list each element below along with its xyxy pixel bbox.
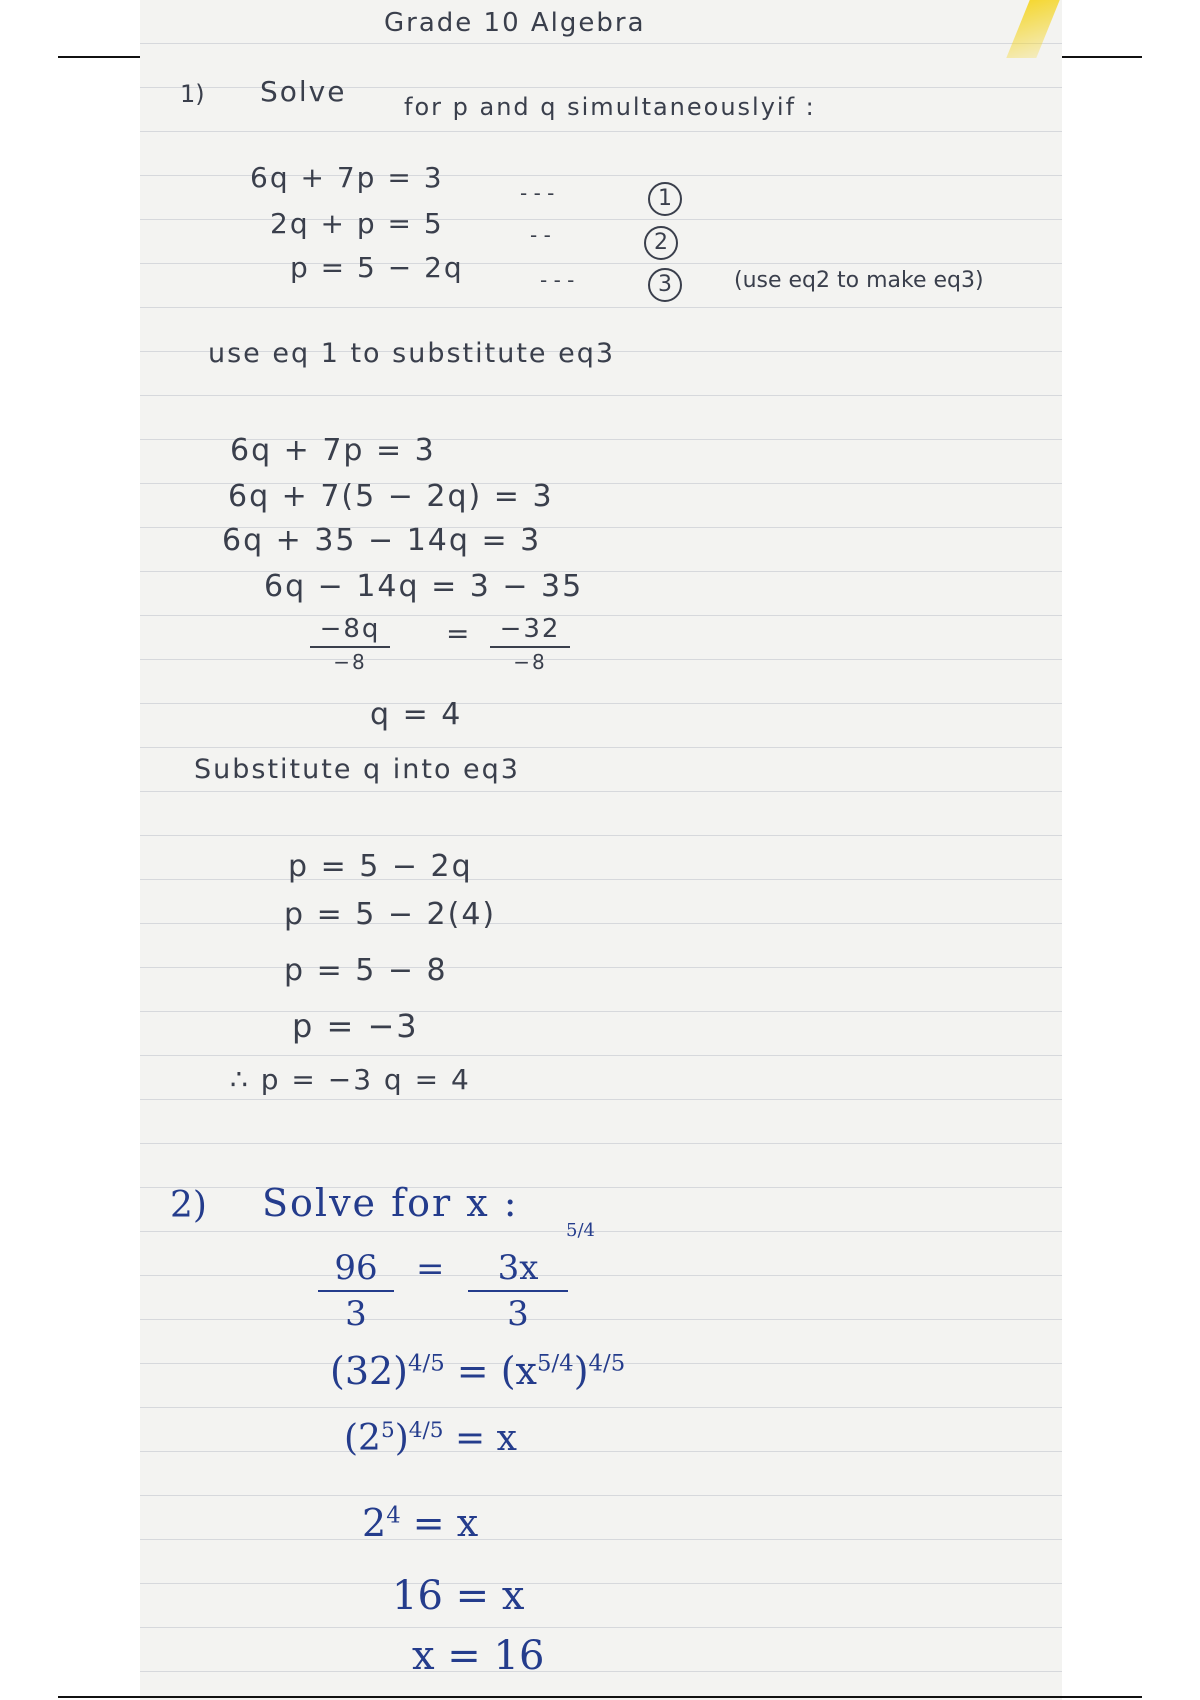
step-3: 6q + 35 − 14q = 3 — [222, 523, 542, 558]
x-equals-sixteen: x = 16 — [412, 1633, 545, 1679]
power-step — [330, 1349, 626, 1393]
page-title: Grade 10 Algebra — [384, 8, 646, 38]
eq-right-fraction — [468, 1248, 568, 1334]
problem2-heading: Solve for x : — [262, 1181, 519, 1225]
problem1-number: 1) — [180, 80, 205, 108]
eq-right-numerator: 3x — [468, 1248, 568, 1292]
division-equals: = — [446, 617, 470, 650]
base-two-rest: = x — [443, 1418, 517, 1459]
power-step-left-exponent: 4/5 — [408, 1350, 445, 1377]
power-four-rest: = x — [400, 1501, 479, 1545]
power-step-left: (32) — [330, 1349, 409, 1393]
eq-equals: = — [416, 1249, 445, 1289]
equation-2: 2q + p = 5 — [270, 207, 444, 240]
substitution-instruction: use eq 1 to substitute eq3 — [208, 338, 616, 369]
top-rule-left — [58, 56, 140, 58]
eq-right-denominator: 3 — [507, 1294, 529, 1334]
equation-marker-1: 1 — [648, 182, 682, 216]
p-step-4: p = −3 — [292, 1007, 419, 1045]
dash-1: - - - — [520, 181, 555, 205]
power-four-base: 2 — [362, 1501, 387, 1545]
equation-marker-2: 2 — [644, 226, 678, 260]
problem2-number: 2) — [170, 1185, 207, 1226]
p-step-1: p = 5 − 2q — [288, 849, 473, 884]
base-two-close: ) — [394, 1418, 409, 1459]
division-left-fraction — [310, 614, 390, 674]
sixteen-equals-x: 16 = x — [392, 1573, 525, 1619]
step-2: 6q + 7(5 − 2q) = 3 — [228, 479, 554, 514]
division-left-numerator: −8q — [310, 614, 390, 648]
dash-3: - - - — [540, 268, 575, 292]
q-result: q = 4 — [370, 697, 463, 732]
exponent-five-fourths: 5/4 — [566, 1220, 595, 1241]
power-step-inner-exponent: 5/4 — [536, 1350, 574, 1377]
power-step-outer-exponent: 4/5 — [588, 1350, 626, 1377]
dash-2: - - — [530, 223, 551, 247]
p-step-3: p = 5 − 8 — [284, 953, 448, 988]
power-step-mid: = (x — [444, 1349, 537, 1393]
top-rule-right — [1062, 56, 1142, 58]
eq3-note: (use eq2 to make eq3) — [734, 268, 984, 293]
problem1-solve: Solve — [260, 75, 347, 108]
notebook-page — [140, 0, 1062, 1700]
eq-left-numerator: 96 — [318, 1248, 394, 1292]
eq-left-fraction — [318, 1248, 394, 1334]
step-4: 6q − 14q = 3 − 35 — [264, 569, 584, 604]
equation-marker-3: 3 — [648, 268, 682, 302]
final-answer: ∴ p = −3 q = 4 — [230, 1063, 471, 1096]
step-1: 6q + 7p = 3 — [230, 433, 436, 468]
division-right-fraction — [490, 614, 570, 674]
base-two-step — [344, 1420, 517, 1457]
problem1-heading: for p and q simultaneouslyif : — [404, 93, 816, 121]
eq-left-denominator: 3 — [345, 1294, 367, 1334]
base-two-outer-exponent: 4/5 — [408, 1418, 444, 1443]
division-right-denominator: −8 — [513, 650, 547, 674]
p-step-2: p = 5 − 2(4) — [284, 897, 497, 932]
equation-3: p = 5 − 2q — [290, 251, 464, 284]
substitute-instruction: Substitute q into eq3 — [194, 754, 520, 785]
equation-1: 6q + 7p = 3 — [250, 161, 444, 194]
power-four-exponent: 4 — [386, 1502, 401, 1529]
base-two-open: (2 — [344, 1418, 381, 1459]
base-two-inner-exponent: 5 — [380, 1418, 395, 1443]
division-right-numerator: −32 — [490, 614, 570, 648]
power-step-close: ) — [573, 1349, 589, 1393]
bottom-rule — [58, 1696, 1142, 1698]
division-left-denominator: −8 — [333, 650, 367, 674]
power-four-step — [362, 1501, 479, 1545]
